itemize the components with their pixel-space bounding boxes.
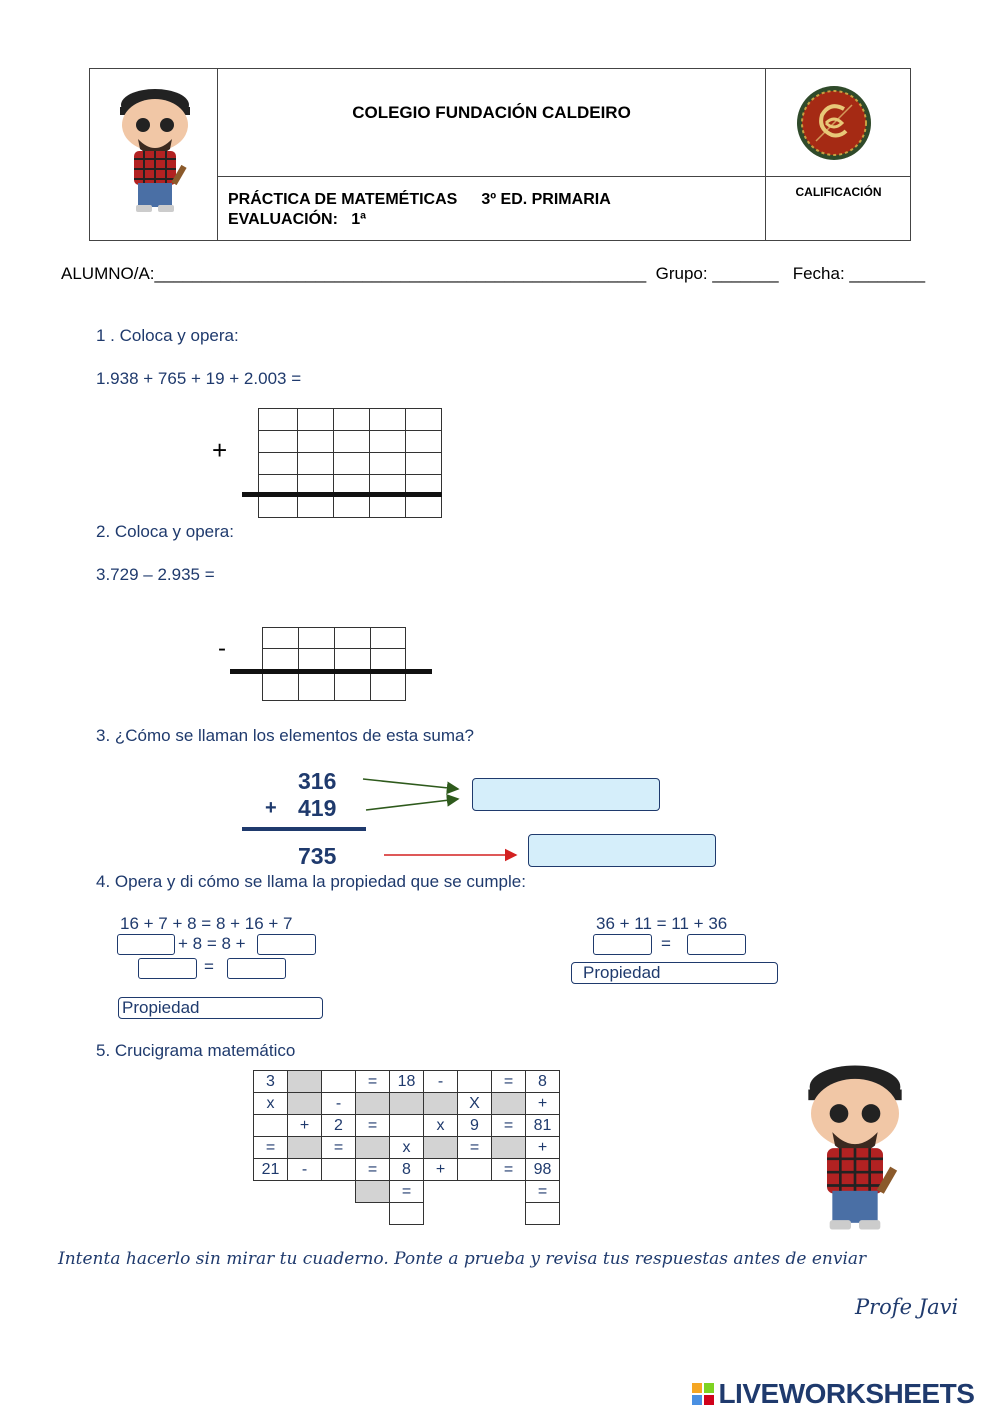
crossword-empty-space [424, 1181, 458, 1203]
crossword-cell: 21 [254, 1159, 288, 1181]
q3-sum-line [242, 827, 366, 831]
crossword-cell[interactable] [458, 1071, 492, 1093]
crossword-cell: = [356, 1115, 390, 1137]
name-field[interactable]: ____________________________________________________ [154, 264, 647, 283]
grid-cell[interactable] [298, 409, 334, 431]
crossword-cell: = [458, 1137, 492, 1159]
q4-left-mid: + 8 = 8 + [178, 934, 246, 953]
grid-cell[interactable] [299, 628, 335, 649]
grid-cell[interactable] [259, 495, 298, 518]
crossword-empty-space [254, 1181, 288, 1203]
q2-expression: 3.729 – 2.935 = [96, 565, 215, 584]
crossword-cell: - [322, 1093, 356, 1115]
grid-cell[interactable] [259, 409, 298, 431]
group-label: Grupo: [655, 264, 708, 283]
header-box [89, 68, 911, 241]
q2-operator: - [218, 635, 226, 662]
grid-cell[interactable] [298, 495, 334, 518]
crossword-empty-space [288, 1181, 322, 1203]
q3-addend2: 419 [298, 795, 337, 821]
q3-title: 3. ¿Cómo se llaman los elementos de esta suma? [96, 726, 474, 745]
q4-left-expression: 16 + 7 + 8 = 8 + 16 + 7 [120, 914, 293, 933]
addends-answer-box[interactable] [472, 778, 660, 811]
grid-cell[interactable] [263, 649, 299, 670]
practice-title: PRÁCTICA DE MATEMÉTICAS 3º ED. PRIMARIA [228, 191, 611, 208]
q2-grid [262, 627, 406, 701]
school-title: COLEGIO FUNDACIÓN CALDEIRO [352, 103, 631, 122]
date-field[interactable]: ________ [849, 264, 926, 283]
grid-cell[interactable] [263, 628, 299, 649]
signature: Profe Javi [855, 1295, 959, 1319]
grid-cell[interactable] [406, 495, 442, 518]
q1-expression: 1.938 + 765 + 19 + 2.003 = [96, 369, 302, 388]
crossword-row [254, 1159, 560, 1181]
q4-right-input-2[interactable] [687, 934, 746, 955]
grid-cell[interactable] [370, 453, 406, 475]
crossword-empty-space [492, 1181, 526, 1203]
grid-cell[interactable] [334, 495, 370, 518]
grid-cell[interactable] [370, 431, 406, 453]
crossword-cell[interactable] [322, 1071, 356, 1093]
crossword-cell: + [288, 1115, 322, 1137]
brand-name: LIVEWORKSHEETS [718, 1378, 975, 1409]
arrow-icon [363, 779, 458, 789]
crossword-row [254, 1071, 560, 1093]
crossword-block [356, 1181, 390, 1203]
crossword-cell: = [526, 1181, 560, 1203]
crossword-row [254, 1093, 560, 1115]
q2-title: 2. Coloca y opera: [96, 522, 234, 541]
q4-left-input-4[interactable] [227, 958, 286, 979]
q4-left-input-3[interactable] [138, 958, 197, 979]
q5-title: 5. Crucigrama matemático [96, 1041, 296, 1060]
date-label: Fecha: [792, 264, 845, 283]
crossword-cell[interactable] [322, 1159, 356, 1181]
crossword-row [254, 1181, 560, 1203]
crossword-cell: = [390, 1181, 424, 1203]
grid-cell[interactable] [371, 670, 406, 701]
grid-cell[interactable] [370, 409, 406, 431]
q1-operator: + [212, 435, 228, 465]
q4-left-input-2[interactable] [257, 934, 316, 955]
q4-left-property-input[interactable]: Propiedad [118, 997, 323, 1019]
crossword-empty-space [322, 1203, 356, 1225]
motivation-text: Intenta hacerlo sin mirar tu cuaderno. Ponte a prueba y revisa tus respuestas antes de enviar [58, 1249, 867, 1269]
crossword-cell: X [458, 1093, 492, 1115]
q1-result-line [242, 492, 442, 497]
sum-answer-box[interactable] [528, 834, 716, 867]
student-info-line [61, 264, 925, 284]
name-label: ALUMNO/A: [61, 264, 155, 283]
crossword-block [356, 1137, 390, 1159]
crossword-block [492, 1093, 526, 1115]
crossword-cell: 8 [390, 1159, 424, 1181]
crossword-cell: 98 [526, 1159, 560, 1181]
crossword-block [390, 1093, 424, 1115]
crossword-grid [253, 1070, 560, 1225]
avatar-figure-icon [110, 83, 200, 218]
crossword-block [288, 1137, 322, 1159]
crossword-row [254, 1137, 560, 1159]
crossword-cell: = [322, 1137, 356, 1159]
crossword-block [424, 1093, 458, 1115]
q3-addend1: 316 [298, 768, 337, 794]
evaluation-line: EVALUACIÓN: 1ª [228, 211, 367, 228]
crossword-block [288, 1071, 322, 1093]
crossword-cell: + [526, 1093, 560, 1115]
q3-sum: 735 [298, 843, 337, 869]
school-seal-icon [796, 85, 872, 161]
grid-cell[interactable] [334, 409, 370, 431]
grid-cell[interactable] [334, 453, 370, 475]
q4-left-eq: = [204, 957, 214, 976]
liveworksheets-badge-icon [692, 1383, 714, 1405]
crossword-cell: 3 [254, 1071, 288, 1093]
crossword-cell[interactable] [390, 1203, 424, 1225]
crossword-cell: = [492, 1071, 526, 1093]
grid-cell[interactable] [335, 649, 371, 670]
crossword-cell: = [492, 1159, 526, 1181]
crossword-cell: + [526, 1137, 560, 1159]
crossword-cell[interactable] [458, 1159, 492, 1181]
crossword-cell: = [356, 1159, 390, 1181]
brand-logo[interactable] [692, 1378, 974, 1410]
q4-right-expression: 36 + 11 = 11 + 36 [596, 914, 728, 933]
arrow-icon [366, 799, 458, 810]
crossword-empty-space [424, 1203, 458, 1225]
grid-cell[interactable] [298, 453, 334, 475]
crossword-block [424, 1137, 458, 1159]
crossword-cell: 2 [322, 1115, 356, 1137]
q4-title: 4. Opera y di cómo se llama la propiedad que se cumple: [96, 872, 526, 891]
crossword-cell[interactable] [390, 1115, 424, 1137]
q1-grid [258, 408, 442, 518]
q4-right-property-input[interactable]: Propiedad [571, 962, 778, 984]
grid-cell[interactable] [263, 670, 299, 701]
crossword-empty-space [322, 1181, 356, 1203]
crossword-cell: x [424, 1115, 458, 1137]
crossword-cell: = [492, 1115, 526, 1137]
crossword-empty-space [288, 1203, 322, 1225]
grid-cell[interactable] [370, 495, 406, 518]
q4-right-input-1[interactable] [593, 934, 652, 955]
crossword-cell: = [356, 1071, 390, 1093]
q4-right-eq: = [661, 934, 671, 953]
crossword-row [254, 1203, 560, 1225]
grid-cell[interactable] [335, 670, 371, 701]
grid-cell[interactable] [371, 649, 406, 670]
grid-cell[interactable] [299, 670, 335, 701]
crossword-cell: x [390, 1137, 424, 1159]
crossword-empty-space [458, 1181, 492, 1203]
q1-title: 1 . Coloca y opera: [96, 326, 239, 345]
group-field[interactable]: _______ [712, 264, 779, 283]
grid-cell[interactable] [406, 409, 442, 431]
crossword-block [356, 1093, 390, 1115]
grid-cell[interactable] [406, 431, 442, 453]
crossword-cell[interactable] [254, 1115, 288, 1137]
q2-result-line [230, 669, 432, 674]
grade-label: CALIFICACIÓN [795, 185, 882, 199]
grid-cell[interactable] [371, 628, 406, 649]
crossword-cell: 9 [458, 1115, 492, 1137]
crossword-cell: = [254, 1137, 288, 1159]
grid-cell[interactable] [259, 453, 298, 475]
crossword-cell: 81 [526, 1115, 560, 1137]
crossword-cell: - [288, 1159, 322, 1181]
grid-cell[interactable] [335, 628, 371, 649]
avatar-figure-icon [795, 1055, 915, 1240]
grid-cell[interactable] [334, 431, 370, 453]
crossword-row [254, 1115, 560, 1137]
grid-cell[interactable] [299, 649, 335, 670]
crossword-empty-space [458, 1203, 492, 1225]
crossword-block [288, 1093, 322, 1115]
grid-cell[interactable] [406, 453, 442, 475]
crossword-cell: + [424, 1159, 458, 1181]
grid-cell[interactable] [298, 431, 334, 453]
grid-cell[interactable] [259, 431, 298, 453]
crossword-block [492, 1137, 526, 1159]
crossword-cell: 8 [526, 1071, 560, 1093]
q4-left-input-1[interactable] [117, 934, 175, 955]
crossword-cell: 18 [390, 1071, 424, 1093]
crossword-empty-space [254, 1203, 288, 1225]
crossword-cell: x [254, 1093, 288, 1115]
crossword-empty-space [492, 1203, 526, 1225]
crossword-empty-space [356, 1203, 390, 1225]
q3-plus: + [265, 797, 277, 819]
crossword-cell[interactable] [526, 1203, 560, 1225]
crossword-cell: - [424, 1071, 458, 1093]
